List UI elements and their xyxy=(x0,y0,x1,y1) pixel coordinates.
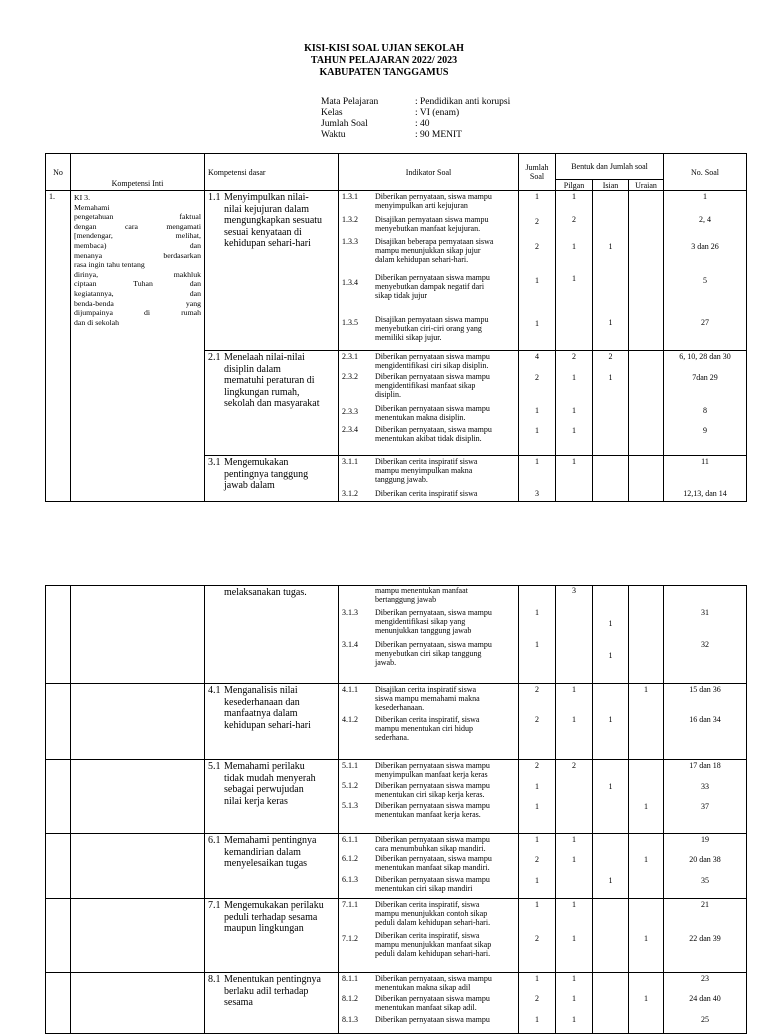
nosoal-cell: 17 dan 18 33 37 xyxy=(664,760,747,834)
ki-cell xyxy=(71,834,205,899)
pilgan-cell: 2 xyxy=(556,760,593,834)
uraian-cell: 1 xyxy=(629,899,664,973)
kd-cell: 4.1 Menganalisis nilai kesederhanaan dan manfaatnya dalam kehidupan sehari-hari xyxy=(205,684,339,760)
isian-cell: 1 1 xyxy=(593,586,629,684)
isian-cell xyxy=(593,456,629,502)
col-no: No xyxy=(46,154,71,191)
ki-cell xyxy=(71,684,205,760)
indicator-cell: 3.1.1 Diberikan cerita inspiratif siswa mampu menyimpulkan makna tanggung jawab. 3.1.2 Diberikan cerita inspiratif siswa xyxy=(339,456,519,502)
jumlah-cell: 1 1 xyxy=(519,586,556,684)
col-pilgan: Pilgan xyxy=(556,180,593,191)
doc-title: KISI-KISI SOAL UJIAN SEKOLAH xyxy=(304,43,464,54)
jumlah-cell: 1 2 xyxy=(519,899,556,973)
uraian-cell xyxy=(629,586,664,684)
row-number xyxy=(46,586,71,684)
pilgan-cell: 1 2 1 1 xyxy=(556,191,593,351)
kd-cell: 6.1 Memahami pentingnya kemandirian dalam menyelesaikan tugas xyxy=(205,834,339,899)
row-number xyxy=(46,684,71,760)
indicator-cell: 5.1.1 Diberikan pernyataan siswa mampu menyimpulkan manfaat kerja keras 5.1.2 Diberikan pernyataan siswa mampu menentukan ciri sikap kerja keras. 5.1.3 Diberikan pernyataan siswa mampu menentukan manfaat kerja keras. xyxy=(339,760,519,834)
nosoal-cell: 31 32 xyxy=(664,586,747,684)
isian-cell: 1 xyxy=(593,684,629,760)
col-indikator: Indikator Soal xyxy=(339,154,519,191)
ki-cell xyxy=(71,973,205,1034)
jumlah-cell: 1 3 xyxy=(519,456,556,502)
kd-cell: 1.1 Menyimpulkan nilai- nilai kejujuran dalam mengungkapkan sesuatu sesuai kenyataan di kehidupan sehari-hari xyxy=(205,191,339,351)
kd-cell: 2.1 Menelaah nilai-nilai disiplin dalam mematuhi peraturan di lingkungan rumah, sekolah dan masyarakat xyxy=(205,351,339,456)
indicator-cell: 7.1.1 Diberikan cerita inspiratif, siswa mampu menunjukkan contoh sikap peduli dalam kehidupan sehari-hari. 7.1.2 Diberikan cerita inspiratif, siswa mampu menunjukkan manfaat sikap peduli dalam kehidupan sehari-hari. xyxy=(339,899,519,973)
col-ki: Kompetensi Inti xyxy=(71,154,205,191)
meta-time: Waktu : 90 MENIT xyxy=(321,130,462,140)
pilgan-cell: 1 xyxy=(556,456,593,502)
doc-year: TAHUN PELAJARAN 2022/ 2023 xyxy=(310,55,458,66)
nosoal-cell: 1 2, 4 3 dan 26 5 27 xyxy=(664,191,747,351)
col-bentuk: Bentuk dan Jumlah soal xyxy=(556,154,664,180)
jumlah-cell: 1 2 1 xyxy=(519,973,556,1034)
table-row xyxy=(46,834,747,899)
uraian-cell xyxy=(629,191,664,351)
jumlah-cell: 4 2 1 1 xyxy=(519,351,556,456)
pilgan-cell: 1 1 xyxy=(556,834,593,899)
col-isian: Isian xyxy=(593,180,629,191)
grid-table-page1 xyxy=(45,153,747,502)
jumlah-cell: 1 2 2 1 1 xyxy=(519,191,556,351)
indicator-cell: 2.3.1 Diberikan pernyataan siswa mampu mengidentifikasi ciri sikap disiplin. 2.3.2 Diberikan pernyataan siswa mampu mengidentifikasi manfaat sikap disiplin. 2.3.3 Diberikan pernyataan siswa mampu menentukan makna disiplin. 2.3.4 Diberikan pernyataan, siswa mampu menentukan akibat tidak disiplin. xyxy=(339,351,519,456)
nosoal-cell: 11 12,13, dan 14 xyxy=(664,456,747,502)
row-number xyxy=(46,899,71,973)
kd-cell: 7.1 Mengemukakan perilaku peduli terhadap sesama maupun lingkungan xyxy=(205,899,339,973)
row-number: 1. xyxy=(46,191,71,502)
table-row xyxy=(46,899,747,973)
col-nosoal: No. Soal xyxy=(664,154,747,191)
kd-cell: melaksanakan tugas. xyxy=(205,586,339,684)
nosoal-cell: 19 20 dan 38 35 xyxy=(664,834,747,899)
jumlah-cell: 1 2 1 xyxy=(519,834,556,899)
nosoal-cell: 15 dan 36 16 dan 34 xyxy=(664,684,747,760)
grid-table-page2 xyxy=(45,585,747,1034)
uraian-cell: 1 xyxy=(629,834,664,899)
isian-cell xyxy=(593,899,629,973)
ki-cell xyxy=(71,586,205,684)
table-row xyxy=(46,191,747,351)
isian-cell: 1 xyxy=(593,760,629,834)
pilgan-cell: 2 1 1 1 xyxy=(556,351,593,456)
col-uraian: Uraian xyxy=(629,180,664,191)
col-jumlah: Jumlah Soal xyxy=(519,154,556,191)
table-row xyxy=(46,684,747,760)
meta-subject: Mata Pelajaran : Pendidikan anti korupsi xyxy=(321,97,511,107)
isian-cell: 1 1 xyxy=(593,191,629,351)
indicator-cell: mampu menentukan manfaat bertanggung jawab 3.1.3 Diberikan pernyataan, siswa mampu mengidentifikasi sikap yang menunjukkan tanggung jawab 3.1.4 Diberikan pernyataan, siswa mampu menyebutkan ciri sikap tanggung jawab. xyxy=(339,586,519,684)
row-number xyxy=(46,834,71,899)
uraian-cell: 1 xyxy=(629,973,664,1034)
table-row xyxy=(46,760,747,834)
nosoal-cell: 21 22 dan 39 xyxy=(664,899,747,973)
kd-cell: 5.1 Memahami perilaku tidak mudah menyerah sebagai perwujudan nilai kerja keras xyxy=(205,760,339,834)
meta-count: Jumlah Soal : 40 xyxy=(321,119,430,129)
indicator-cell: 4.1.1 Disajikan cerita inspiratif siswa siswa mampu memahami makna kesederhanaan. 4.1.2 Diberikan cerita inspiratif, siswa mampu menentukan ciri hidup sederhana. xyxy=(339,684,519,760)
table-row xyxy=(46,973,747,1034)
ki-cell xyxy=(71,899,205,973)
uraian-cell: 1 xyxy=(629,684,664,760)
pilgan-cell: 3 xyxy=(556,586,593,684)
uraian-cell xyxy=(629,456,664,502)
indicator-cell: 6.1.1 Diberikan pernyataan siswa mampu cara menumbuhkan sikap mandiri. 6.1.2 Diberikan pernyataan, siswa mampu menentukan manfaat sikap mandiri. 6.1.3 Diberikan pernyataan siswa mampu menentukan ciri sikap mandiri xyxy=(339,834,519,899)
nosoal-cell: 6, 10, 28 dan 30 7dan 29 8 9 xyxy=(664,351,747,456)
isian-cell xyxy=(593,973,629,1034)
row-number xyxy=(46,760,71,834)
uraian-cell xyxy=(629,351,664,456)
indicator-cell: 1.3.1 Diberikan pernyataan, siswa mampu menyimpulkan arti kejujuran 1.3.2 Disajikan pernyataan siswa mampu menyebutkan manfaat kejujuran. 1.3.3 Disajikan beberapa pernyataan siswa mampu menunjukkan sikap jujur dalam kehidupan sehari-hari. 1.3.4 Diberikan pernyataan siswa mampu menyebutkan dampak negatif dari sikap tidak jujur 1.3.5 Disajikan pernyataan siswa mampu menyebutkan ciri-ciri orang yang memiliki sikap jujur. xyxy=(339,191,519,351)
doc-region: KABUPATEN TANGGAMUS xyxy=(319,67,449,78)
col-kd: Kompetensi dasar xyxy=(205,154,339,191)
isian-cell: 1 xyxy=(593,834,629,899)
kd-cell: 8.1 Menentukan pentingnya berlaku adil terhadap sesama xyxy=(205,973,339,1034)
indicator-cell: 8.1.1 Diberikan pernyataan, siswa mampu menentukan makna sikap adil 8.1.2 Diberikan pernyataan siswa mampu menentukan manfaat sikap adil. 8.1.3 Diberikan pernyataan siswa mampu xyxy=(339,973,519,1034)
isian-cell: 2 1 xyxy=(593,351,629,456)
uraian-cell: 1 xyxy=(629,760,664,834)
ki-cell: KI 3. Memahami pengetahuan faktual dengan cara mengamati [mendengar, melihat, membaca) dan menanya berdasarkan rasa ingin tahu tentang dirinya, makhluk ciptaan Tuhan dan kegiatannya, dan benda-benda yang dijumpainya di rumah dan di sekolah xyxy=(71,191,205,502)
meta-class: Kelas : VI (enam) xyxy=(321,108,460,118)
pilgan-cell: 1 1 xyxy=(556,899,593,973)
ki-cell xyxy=(71,760,205,834)
pilgan-cell: 1 1 xyxy=(556,684,593,760)
row-number xyxy=(46,973,71,1034)
pilgan-cell: 1 1 1 xyxy=(556,973,593,1034)
nosoal-cell: 23 24 dan 40 25 xyxy=(664,973,747,1034)
kd-cell: 3.1 Mengemukakan pentingnya tanggung jawab dalam xyxy=(205,456,339,502)
jumlah-cell: 2 2 xyxy=(519,684,556,760)
table-row xyxy=(46,586,747,684)
jumlah-cell: 2 1 1 xyxy=(519,760,556,834)
